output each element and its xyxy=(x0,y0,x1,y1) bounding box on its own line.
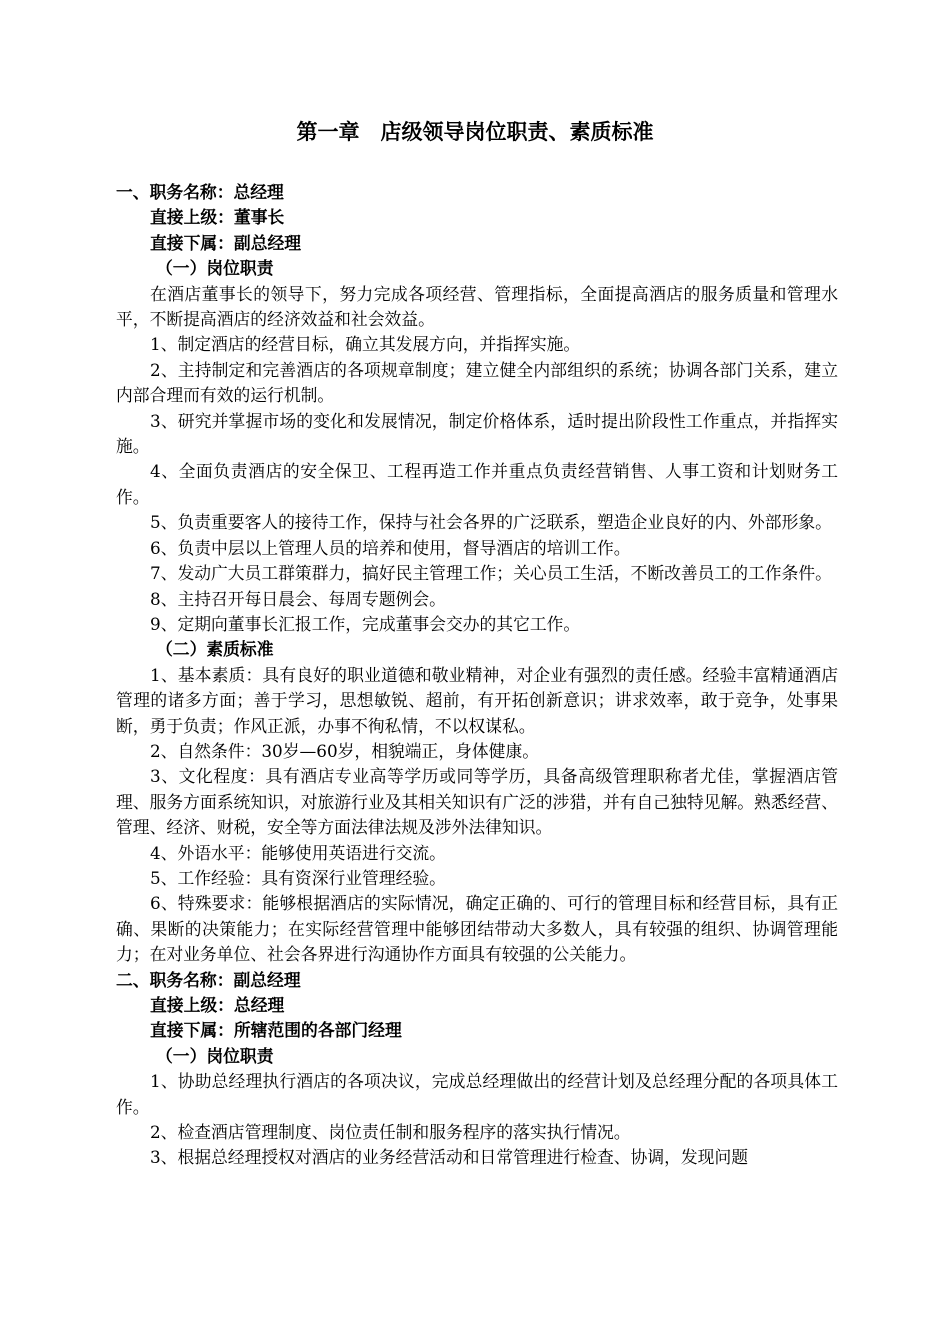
section-1-duty-3: 3、研究并掌握市场的变化和发展情况，制定价格体系，适时提出阶段性工作重点，并指挥实施。 xyxy=(116,410,838,457)
section-1-quality-6: 6、特殊要求：能够根据酒店的实际情况，确定正确的、可行的管理目标和经营目标，具有正确、果断的决策能力；在实际经营管理中能够团结带动大多数人，具有较强的组织、协调管理能力；在对业务单位、社会各界进行沟通协作方面具有较强的公关能力。 xyxy=(116,893,838,965)
chapter-title: 第一章 店级领导岗位职责、素质标准 xyxy=(296,119,654,144)
section-1-duties-heading: （一）岗位职责 xyxy=(156,258,274,279)
section-1-duty-8: 8、主持召开每日晨会、每周专题例会。 xyxy=(150,588,446,609)
section-1-quality-3: 3、文化程度：具有酒店专业高等学历或同等学历，具备高级管理职称者尤佳，掌握酒店管理、服务方面系统知识，对旅游行业及其相关知识有广泛的涉猎，并有自己独特见解。熟悉经营、管理、经济、财税，安全等方面法律法规及涉外法律知识。 xyxy=(116,766,838,838)
section-1-duty-7: 7、发动广大员工群策群力，搞好民主管理工作；关心员工生活，不断改善员工的工作条件。 xyxy=(150,563,832,584)
section-1-duty-6: 6、负责中层以上管理人员的培养和使用，督导酒店的培训工作。 xyxy=(150,537,631,558)
section-1-superior: 直接上级：董事长 xyxy=(150,207,285,228)
section-1-duty-intro: 在酒店董事长的领导下，努力完成各项经营、管理指标，全面提高酒店的服务质量和管理水平，不断提高酒店的经济效益和社会效益。 xyxy=(116,283,838,330)
section-1-duty-2: 2、主持制定和完善酒店的各项规章制度；建立健全内部组织的系统；协调各部门关系，建立内部合理而有效的运行机制。 xyxy=(116,359,838,406)
section-1-heading: 一、职务名称：总经理 xyxy=(116,182,284,202)
section-1-subordinate: 直接下属：副总经理 xyxy=(150,232,302,253)
section-1-duty-4: 4、全面负责酒店的安全保卫、工程再造工作并重点负责经营销售、人事工资和计划财务工作。 xyxy=(116,461,838,507)
section-2-superior: 直接上级：总经理 xyxy=(150,995,285,1015)
section-1-quality-1: 1、基本素质：具有良好的职业道德和敬业精神，对企业有强烈的责任感。经验丰富精通酒店管理的诸多方面；善于学习，思想敏锐、超前，有开拓创新意识；讲求效率，敢于竞争，处事果断，勇于负责；作风正派，办事不徇私情，不以权谋私。 xyxy=(116,664,838,736)
section-2-duties-heading: （一）岗位职责 xyxy=(156,1045,274,1066)
section-2-duty-3: 3、根据总经理授权对酒店的业务经营活动和日常管理进行检查、协调，发现问题 xyxy=(150,1147,749,1168)
section-2-duty-2: 2、检查酒店管理制度、岗位责任制和服务程序的落实执行情况。 xyxy=(150,1122,631,1143)
section-2-heading: 二、职务名称：副总经理 xyxy=(116,969,301,990)
section-1-duty-9: 9、定期向董事长汇报工作，完成董事会交办的其它工作。 xyxy=(150,613,581,634)
section-1-quality-2: 2、自然条件：30岁—60岁，相貌端正，身体健康。 xyxy=(150,740,540,761)
section-2-duty-1: 1、协助总经理执行酒店的各项决议，完成总经理做出的经营计划及总经理分配的各项具体工作。 xyxy=(116,1071,838,1117)
section-1-duty-1: 1、制定酒店的经营目标，确立其发展方向，并指挥实施。 xyxy=(150,334,581,355)
section-1-quality-heading: （二）素质标准 xyxy=(156,639,274,660)
section-1-duty-5: 5、负责重要客人的接待工作，保持与社会各界的广泛联系，塑造企业良好的内、外部形象。 xyxy=(150,512,832,533)
section-1-quality-4: 4、外语水平：能够使用英语进行交流。 xyxy=(150,842,446,863)
section-1-quality-5: 5、工作经验：具有资深行业管理经验。 xyxy=(150,867,446,888)
section-2-subordinate: 直接下属：所辖范围的各部门经理 xyxy=(150,1020,402,1041)
document-body xyxy=(116,180,838,1171)
